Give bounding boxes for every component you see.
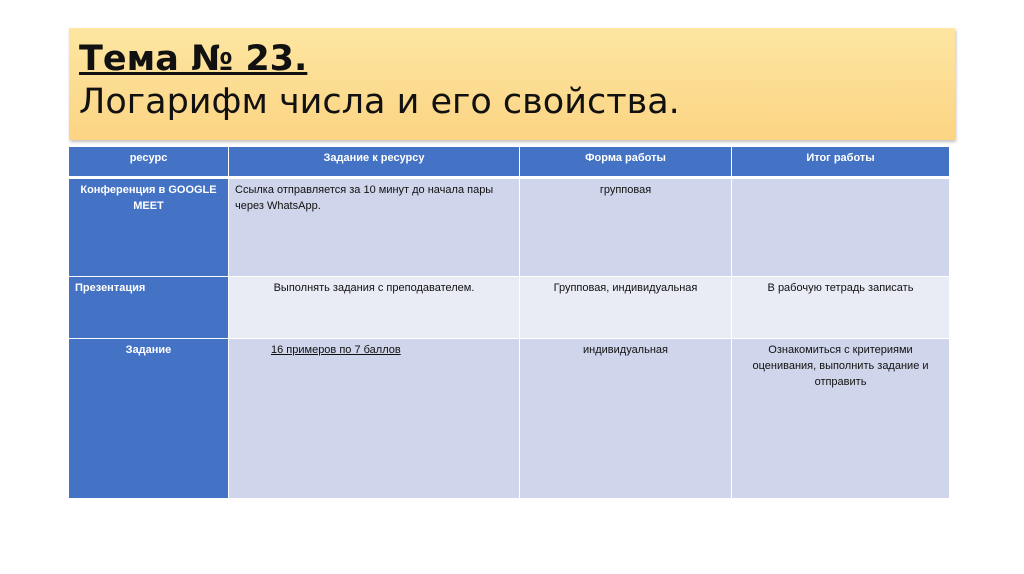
table-header-row (69, 147, 950, 178)
cell-resource: Конференция в GOOGLE MEET (69, 178, 229, 277)
cell-result: В рабочую тетрадь записать (732, 277, 950, 339)
cell-form: Групповая, индивидуальная (520, 277, 732, 339)
resource-table (68, 146, 950, 499)
slide-title-number: Тема № 23. (79, 39, 308, 79)
cell-task (229, 339, 520, 499)
header-task: Задание к ресурсу (229, 147, 520, 178)
cell-result (732, 178, 950, 277)
cell-task: Ссылка отправляется за 10 минут до начала пары через WhatsApp. (229, 178, 520, 277)
cell-form: индивидуальная (520, 339, 732, 499)
task-link[interactable]: 16 примеров по 7 баллов (271, 344, 401, 356)
cell-form: групповая (520, 178, 732, 277)
cell-resource: Задание (69, 339, 229, 499)
cell-task: Выполнять задания с преподавателем. (229, 277, 520, 339)
header-form: Форма работы (520, 147, 732, 178)
cell-resource: Презентация (69, 277, 229, 339)
header-resource: ресурс (69, 147, 229, 178)
table-row (69, 339, 950, 499)
table-row (69, 178, 950, 277)
header-result: Итог работы (732, 147, 950, 178)
cell-result: Ознакомиться с критериями оценивания, выполнить задание и отправить (732, 339, 950, 499)
slide-title-topic: Логарифм числа и его свойства. (79, 82, 680, 122)
slide-title-box (69, 28, 955, 140)
table-row (69, 277, 950, 339)
